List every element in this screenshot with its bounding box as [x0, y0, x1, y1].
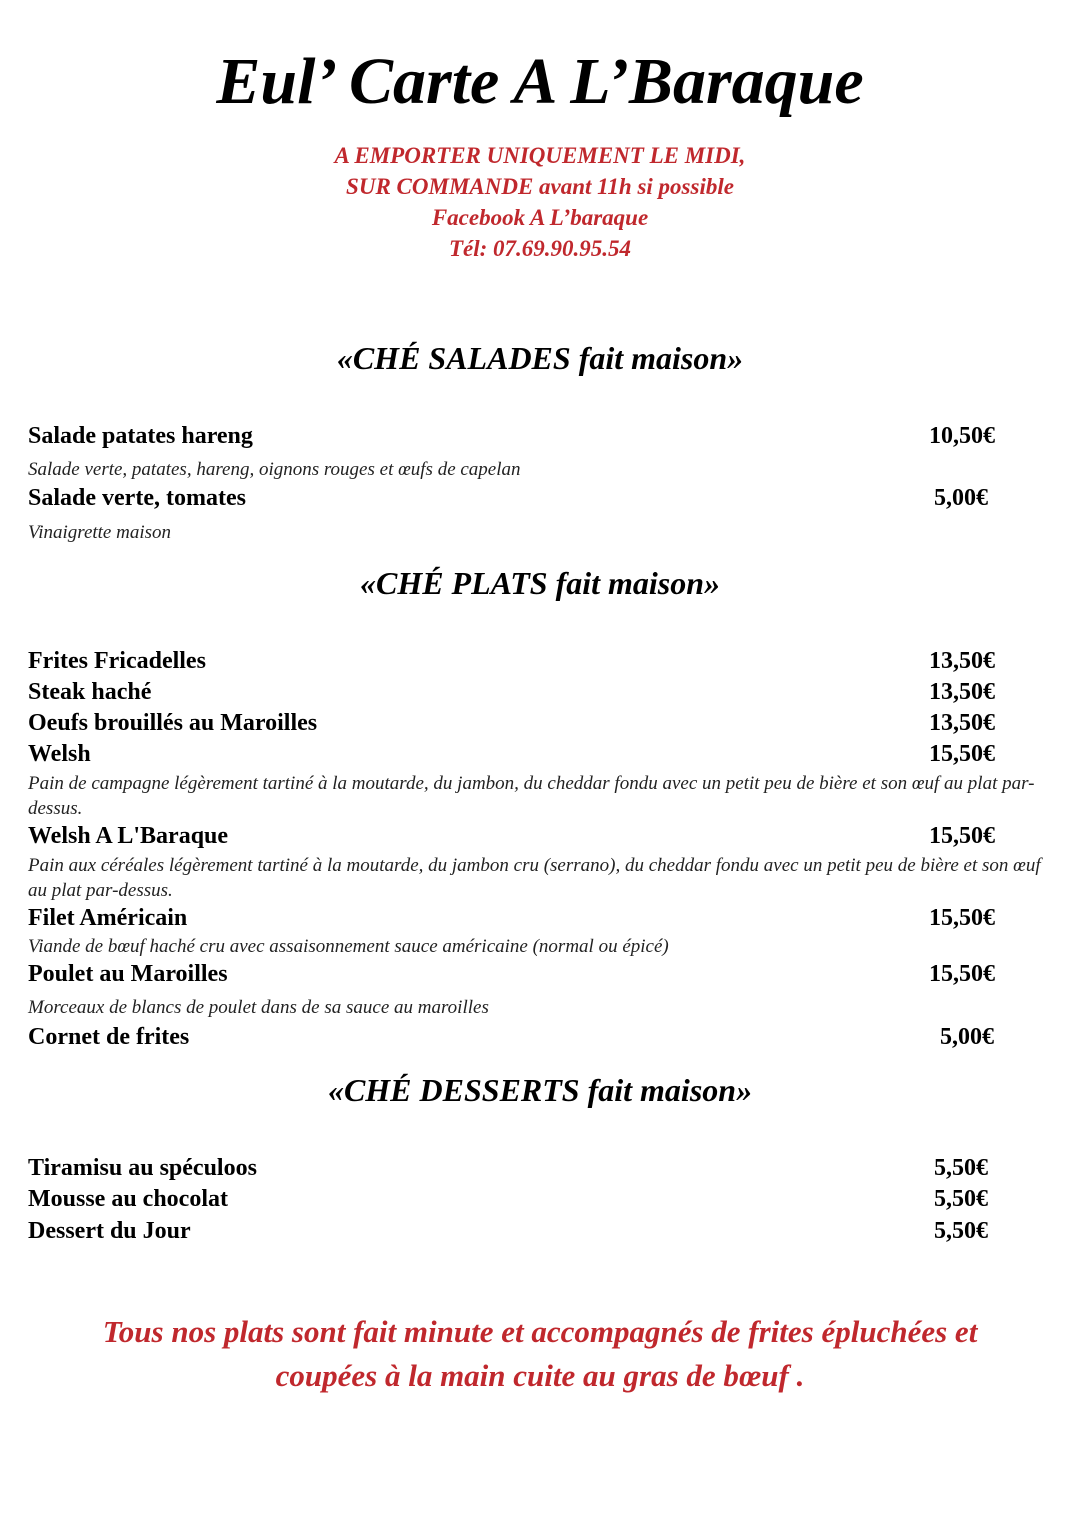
fries-note — [0, 1310, 1080, 1398]
item-name: Salade patates hareng — [28, 423, 253, 449]
facebook-info: Facebook A L’baraque — [431, 205, 649, 230]
menu-title: Eul’ Carte A L’Baraque — [216, 45, 864, 118]
menu-item — [28, 1153, 1028, 1184]
item-price: 13,50€ — [929, 679, 995, 705]
item-name: Oeufs brouillés au Maroilles — [28, 710, 318, 736]
item-description: Morceaux de blancs de poulet dans de sa sauce au maroilles — [28, 997, 489, 1018]
item-description: Pain de campagne légèrement tartiné à la moutarde, du jambon, du cheddar fondu avec un petit peu de bière et son œuf au plat par-dessus. — [28, 773, 1035, 819]
item-name: Salade verte, tomates — [28, 485, 246, 511]
item-name: Dessert du Jour — [28, 1218, 191, 1244]
item-price: 5,50€ — [934, 1186, 988, 1212]
order-info-line: A EMPORTER UNIQUEMENT LE MIDI, — [334, 143, 746, 168]
menu-item — [28, 903, 1028, 934]
item-name: Welsh A L'Baraque — [28, 823, 229, 849]
phone-info: Tél: 07.69.90.95.54 — [448, 236, 632, 261]
item-description: Pain aux céréales légèrement tartiné à la moutarde, du jambon cru (serrano), du cheddar fondu avec un petit peu de bière et son œuf au plat par-dessus. — [28, 855, 1041, 901]
item-price: 10,50€ — [929, 423, 995, 449]
item-price: 15,50€ — [929, 905, 995, 931]
item-price: 5,50€ — [934, 1155, 988, 1181]
menu-item — [28, 1022, 1028, 1053]
item-name: Cornet de frites — [28, 1024, 190, 1050]
menu-item — [28, 1184, 1028, 1215]
menu-item — [28, 1216, 1028, 1247]
item-price: 15,50€ — [929, 961, 995, 987]
item-price: 13,50€ — [929, 710, 995, 736]
menu-item — [28, 821, 1028, 852]
fries-note-line: coupées à la main cuite au gras de bœuf . — [275, 1358, 805, 1393]
menu-item — [28, 646, 1028, 677]
menu-item — [28, 708, 1028, 739]
menu-item — [28, 421, 1028, 452]
item-price: 5,50€ — [934, 1218, 988, 1244]
fries-note-line: Tous nos plats sont fait minute et accompagnés de frites épluchées et — [102, 1314, 978, 1349]
item-name: Mousse au chocolat — [28, 1186, 228, 1212]
section-heading-salades: «CHÉ SALADES fait maison» — [336, 340, 744, 376]
menu-item — [28, 677, 1028, 708]
item-name: Tiramisu au spéculoos — [28, 1155, 257, 1181]
item-name: Frites Fricadelles — [28, 648, 206, 674]
item-name: Filet Américain — [28, 905, 188, 931]
menu-item — [28, 959, 1028, 990]
menu-item — [28, 739, 1028, 770]
item-price: 15,50€ — [929, 823, 995, 849]
menu-item — [28, 483, 1028, 514]
item-price: 15,50€ — [929, 741, 995, 767]
item-description: Salade verte, patates, hareng, oignons rouges et œufs de capelan — [28, 459, 521, 480]
item-description: Vinaigrette maison — [28, 522, 172, 543]
section-heading-plats: «CHÉ PLATS fait maison» — [359, 565, 721, 601]
item-name: Poulet au Maroilles — [28, 961, 228, 987]
order-info — [0, 140, 1080, 264]
item-description: Viande de bœuf haché cru avec assaisonnement sauce américaine (normal ou épicé) — [28, 936, 669, 957]
order-info-line: SUR COMMANDE avant 11h si possible — [346, 174, 734, 199]
item-price: 5,00€ — [934, 485, 988, 511]
item-price: 5,00€ — [940, 1024, 994, 1050]
item-name: Steak haché — [28, 679, 152, 705]
item-price: 13,50€ — [929, 648, 995, 674]
section-heading-desserts: «CHÉ DESSERTS fait maison» — [327, 1072, 753, 1108]
item-name: Welsh — [28, 741, 91, 767]
